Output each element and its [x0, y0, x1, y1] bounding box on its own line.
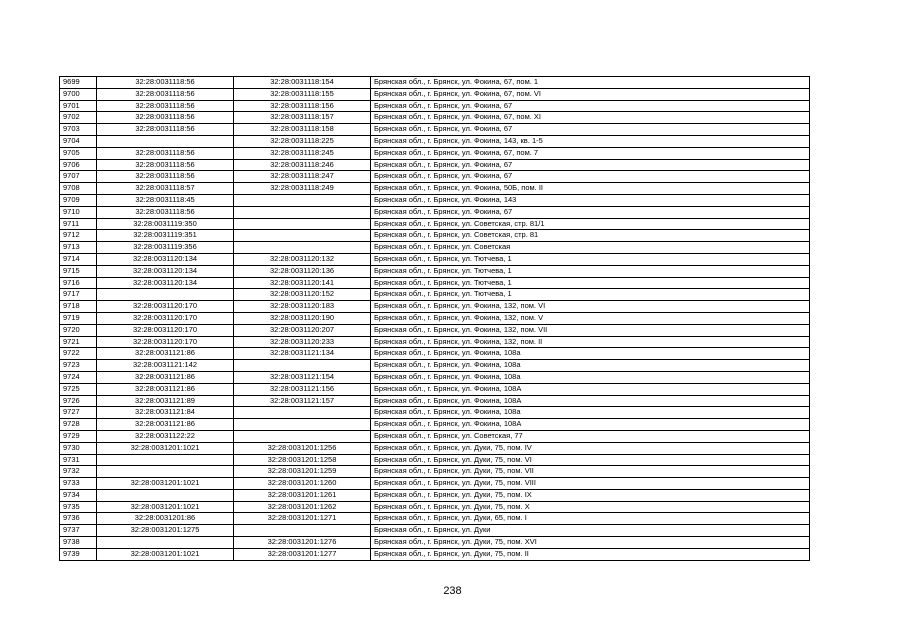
table-row: [60, 147, 810, 159]
object-cadastral-number-cell: 32:28:0031120:141: [234, 277, 371, 289]
address-cell: Брянская обл., г. Брянск, ул. Тютчева, 1: [371, 289, 810, 301]
parcel-cadastral-number-cell: 32:28:0031121:89: [97, 395, 234, 407]
row-number-cell: 9729: [60, 430, 97, 442]
row-number-cell: 9722: [60, 348, 97, 360]
row-number-cell: 9719: [60, 312, 97, 324]
row-number-cell: 9705: [60, 147, 97, 159]
parcel-cadastral-number-cell: 32:28:0031121:86: [97, 348, 234, 360]
cadastral-register-table: [59, 76, 810, 561]
table-row: [60, 454, 810, 466]
row-number-cell: 9704: [60, 135, 97, 147]
address-cell: Брянская обл., г. Брянск, ул. Фокина, 108а: [371, 407, 810, 419]
table-row: [60, 466, 810, 478]
object-cadastral-number-cell: [234, 407, 371, 419]
table-row: [60, 489, 810, 501]
address-cell: Брянская обл., г. Брянск, ул. Фокина, 67: [371, 159, 810, 171]
parcel-cadastral-number-cell: 32:28:0031120:170: [97, 336, 234, 348]
row-number-cell: 9730: [60, 442, 97, 454]
table-row: [60, 194, 810, 206]
row-number-cell: 9732: [60, 466, 97, 478]
parcel-cadastral-number-cell: 32:28:0031118:45: [97, 194, 234, 206]
address-cell: Брянская обл., г. Брянск, ул. Фокина, 108А: [371, 383, 810, 395]
table-row: [60, 124, 810, 136]
parcel-cadastral-number-cell: 32:28:0031121:86: [97, 383, 234, 395]
parcel-cadastral-number-cell: 32:28:0031201:1021: [97, 501, 234, 513]
address-cell: Брянская обл., г. Брянск, ул. Тютчева, 1: [371, 265, 810, 277]
register-table-body: [60, 77, 810, 561]
address-cell: Брянская обл., г. Брянск, ул. Дуки, 75, пом. IX: [371, 489, 810, 501]
object-cadastral-number-cell: 32:28:0031201:1262: [234, 501, 371, 513]
address-cell: Брянская обл., г. Брянск, ул. Фокина, 132, пом. VI: [371, 301, 810, 313]
address-cell: Брянская обл., г. Брянск, ул. Фокина, 67, пом. 7: [371, 147, 810, 159]
table-row: [60, 501, 810, 513]
object-cadastral-number-cell: 32:28:0031201:1260: [234, 478, 371, 490]
address-cell: Брянская обл., г. Брянск, ул. Фокина, 67: [371, 100, 810, 112]
table-row: [60, 135, 810, 147]
row-number-cell: 9723: [60, 360, 97, 372]
row-number-cell: 9738: [60, 537, 97, 549]
parcel-cadastral-number-cell: 32:28:0031201:1021: [97, 442, 234, 454]
table-row: [60, 218, 810, 230]
address-cell: Брянская обл., г. Брянск, ул. Фокина, 108а: [371, 360, 810, 372]
table-row: [60, 336, 810, 348]
address-cell: Брянская обл., г. Брянск, ул. Фокина, 67: [371, 206, 810, 218]
table-row: [60, 253, 810, 265]
object-cadastral-number-cell: 32:28:0031120:207: [234, 324, 371, 336]
row-number-cell: 9717: [60, 289, 97, 301]
address-cell: Брянская обл., г. Брянск, ул. Фокина, 108а: [371, 371, 810, 383]
parcel-cadastral-number-cell: 32:28:0031118:57: [97, 183, 234, 195]
row-number-cell: 9739: [60, 548, 97, 560]
address-cell: Брянская обл., г. Брянск, ул. Фокина, 67, пом. XI: [371, 112, 810, 124]
parcel-cadastral-number-cell: 32:28:0031201:1275: [97, 525, 234, 537]
address-cell: Брянская обл., г. Брянск, ул. Дуки, 65, пом. I: [371, 513, 810, 525]
row-number-cell: 9699: [60, 77, 97, 89]
row-number-cell: 9728: [60, 419, 97, 431]
row-number-cell: 9733: [60, 478, 97, 490]
address-cell: Брянская обл., г. Брянск, ул. Советская: [371, 242, 810, 254]
object-cadastral-number-cell: 32:28:0031201:1259: [234, 466, 371, 478]
object-cadastral-number-cell: 32:28:0031201:1258: [234, 454, 371, 466]
row-number-cell: 9736: [60, 513, 97, 525]
address-cell: Брянская обл., г. Брянск, ул. Фокина, 143, кв. 1-5: [371, 135, 810, 147]
object-cadastral-number-cell: 32:28:0031201:1277: [234, 548, 371, 560]
parcel-cadastral-number-cell: 32:28:0031118:56: [97, 124, 234, 136]
row-number-cell: 9726: [60, 395, 97, 407]
object-cadastral-number-cell: 32:28:0031121:154: [234, 371, 371, 383]
table-row: [60, 371, 810, 383]
object-cadastral-number-cell: [234, 419, 371, 431]
parcel-cadastral-number-cell: 32:28:0031201:86: [97, 513, 234, 525]
row-number-cell: 9715: [60, 265, 97, 277]
address-cell: Брянская обл., г. Брянск, ул. Фокина, 132, пом. II: [371, 336, 810, 348]
table-row: [60, 525, 810, 537]
row-number-cell: 9734: [60, 489, 97, 501]
object-cadastral-number-cell: 32:28:0031201:1271: [234, 513, 371, 525]
row-number-cell: 9731: [60, 454, 97, 466]
object-cadastral-number-cell: 32:28:0031118:245: [234, 147, 371, 159]
row-number-cell: 9720: [60, 324, 97, 336]
object-cadastral-number-cell: [234, 194, 371, 206]
table-row: [60, 478, 810, 490]
address-cell: Брянская обл., г. Брянск, ул. Дуки, 75, пом. IV: [371, 442, 810, 454]
parcel-cadastral-number-cell: [97, 489, 234, 501]
address-cell: Брянская обл., г. Брянск, ул. Дуки: [371, 525, 810, 537]
object-cadastral-number-cell: 32:28:0031121:157: [234, 395, 371, 407]
object-cadastral-number-cell: 32:28:0031201:1256: [234, 442, 371, 454]
address-cell: Брянская обл., г. Брянск, ул. Дуки, 75, пом. II: [371, 548, 810, 560]
object-cadastral-number-cell: [234, 218, 371, 230]
address-cell: Брянская обл., г. Брянск, ул. Фокина, 132, пом. VII: [371, 324, 810, 336]
address-cell: Брянская обл., г. Брянск, ул. Фокина, 108А: [371, 419, 810, 431]
row-number-cell: 9714: [60, 253, 97, 265]
address-cell: Брянская обл., г. Брянск, ул. Советская, стр. 81: [371, 230, 810, 242]
parcel-cadastral-number-cell: 32:28:0031120:134: [97, 277, 234, 289]
table-row: [60, 265, 810, 277]
object-cadastral-number-cell: 32:28:0031120:190: [234, 312, 371, 324]
object-cadastral-number-cell: [234, 206, 371, 218]
address-cell: Брянская обл., г. Брянск, ул. Тютчева, 1: [371, 253, 810, 265]
parcel-cadastral-number-cell: [97, 466, 234, 478]
parcel-cadastral-number-cell: 32:28:0031120:170: [97, 324, 234, 336]
parcel-cadastral-number-cell: 32:28:0031120:170: [97, 312, 234, 324]
object-cadastral-number-cell: 32:28:0031201:1261: [234, 489, 371, 501]
object-cadastral-number-cell: [234, 430, 371, 442]
parcel-cadastral-number-cell: 32:28:0031122:22: [97, 430, 234, 442]
object-cadastral-number-cell: [234, 525, 371, 537]
parcel-cadastral-number-cell: 32:28:0031120:134: [97, 265, 234, 277]
row-number-cell: 9702: [60, 112, 97, 124]
parcel-cadastral-number-cell: 32:28:0031118:56: [97, 171, 234, 183]
object-cadastral-number-cell: 32:28:0031118:156: [234, 100, 371, 112]
row-number-cell: 9716: [60, 277, 97, 289]
parcel-cadastral-number-cell: 32:28:0031121:84: [97, 407, 234, 419]
address-cell: Брянская обл., г. Брянск, ул. Дуки, 75, пом. X: [371, 501, 810, 513]
address-cell: Брянская обл., г. Брянск, ул. Фокина, 50Б, пом. II: [371, 183, 810, 195]
parcel-cadastral-number-cell: 32:28:0031121:86: [97, 371, 234, 383]
row-number-cell: 9711: [60, 218, 97, 230]
table-row: [60, 419, 810, 431]
address-cell: Брянская обл., г. Брянск, ул. Фокина, 67: [371, 171, 810, 183]
table-row: [60, 171, 810, 183]
address-cell: Брянская обл., г. Брянск, ул. Дуки, 75, пом. VII: [371, 466, 810, 478]
table-row: [60, 77, 810, 89]
parcel-cadastral-number-cell: 32:28:0031118:56: [97, 88, 234, 100]
parcel-cadastral-number-cell: 32:28:0031201:1021: [97, 548, 234, 560]
object-cadastral-number-cell: 32:28:0031120:183: [234, 301, 371, 313]
object-cadastral-number-cell: 32:28:0031118:155: [234, 88, 371, 100]
address-cell: Брянская обл., г. Брянск, ул. Дуки, 75, пом. VIII: [371, 478, 810, 490]
table-row: [60, 112, 810, 124]
table-row: [60, 159, 810, 171]
table-row: [60, 242, 810, 254]
parcel-cadastral-number-cell: 32:28:0031118:56: [97, 77, 234, 89]
page-number: 238: [443, 585, 462, 597]
address-cell: Брянская обл., г. Брянск, ул. Дуки, 75, пом. VI: [371, 454, 810, 466]
address-cell: Брянская обл., г. Брянск, ул. Фокина, 132, пом. V: [371, 312, 810, 324]
table-row: [60, 183, 810, 195]
object-cadastral-number-cell: 32:28:0031120:152: [234, 289, 371, 301]
row-number-cell: 9701: [60, 100, 97, 112]
table-row: [60, 513, 810, 525]
row-number-cell: 9708: [60, 183, 97, 195]
address-cell: Брянская обл., г. Брянск, ул. Советская, стр. 81/1: [371, 218, 810, 230]
parcel-cadastral-number-cell: [97, 135, 234, 147]
object-cadastral-number-cell: 32:28:0031118:247: [234, 171, 371, 183]
object-cadastral-number-cell: 32:28:0031120:136: [234, 265, 371, 277]
parcel-cadastral-number-cell: 32:28:0031121:142: [97, 360, 234, 372]
row-number-cell: 9707: [60, 171, 97, 183]
object-cadastral-number-cell: 32:28:0031118:249: [234, 183, 371, 195]
row-number-cell: 9700: [60, 88, 97, 100]
parcel-cadastral-number-cell: 32:28:0031201:1021: [97, 478, 234, 490]
row-number-cell: 9724: [60, 371, 97, 383]
object-cadastral-number-cell: [234, 360, 371, 372]
row-number-cell: 9709: [60, 194, 97, 206]
row-number-cell: 9713: [60, 242, 97, 254]
parcel-cadastral-number-cell: 32:28:0031120:134: [97, 253, 234, 265]
parcel-cadastral-number-cell: [97, 537, 234, 549]
parcel-cadastral-number-cell: 32:28:0031119:350: [97, 218, 234, 230]
row-number-cell: 9706: [60, 159, 97, 171]
row-number-cell: 9721: [60, 336, 97, 348]
table-row: [60, 348, 810, 360]
parcel-cadastral-number-cell: 32:28:0031119:351: [97, 230, 234, 242]
row-number-cell: 9725: [60, 383, 97, 395]
row-number-cell: 9737: [60, 525, 97, 537]
parcel-cadastral-number-cell: 32:28:0031120:170: [97, 301, 234, 313]
address-cell: Брянская обл., г. Брянск, ул. Фокина, 67, пом. VI: [371, 88, 810, 100]
row-number-cell: 9735: [60, 501, 97, 513]
object-cadastral-number-cell: 32:28:0031121:134: [234, 348, 371, 360]
table-row: [60, 395, 810, 407]
object-cadastral-number-cell: 32:28:0031121:156: [234, 383, 371, 395]
object-cadastral-number-cell: [234, 242, 371, 254]
parcel-cadastral-number-cell: 32:28:0031119:356: [97, 242, 234, 254]
object-cadastral-number-cell: 32:28:0031201:1276: [234, 537, 371, 549]
table-row: [60, 324, 810, 336]
table-row: [60, 383, 810, 395]
address-cell: Брянская обл., г. Брянск, ул. Фокина, 143: [371, 194, 810, 206]
table-row: [60, 230, 810, 242]
parcel-cadastral-number-cell: [97, 454, 234, 466]
address-cell: Брянская обл., г. Брянск, ул. Фокина, 108А: [371, 395, 810, 407]
object-cadastral-number-cell: 32:28:0031120:132: [234, 253, 371, 265]
table-row: [60, 312, 810, 324]
table-row: [60, 537, 810, 549]
row-number-cell: 9710: [60, 206, 97, 218]
table-row: [60, 360, 810, 372]
table-row: [60, 277, 810, 289]
table-row: [60, 100, 810, 112]
object-cadastral-number-cell: 32:28:0031118:158: [234, 124, 371, 136]
table-row: [60, 206, 810, 218]
table-row: [60, 548, 810, 560]
parcel-cadastral-number-cell: 32:28:0031118:56: [97, 159, 234, 171]
address-cell: Брянская обл., г. Брянск, ул. Фокина, 108а: [371, 348, 810, 360]
address-cell: Брянская обл., г. Брянск, ул. Фокина, 67: [371, 124, 810, 136]
parcel-cadastral-number-cell: [97, 289, 234, 301]
address-cell: Брянская обл., г. Брянск, ул. Фокина, 67, пом. 1: [371, 77, 810, 89]
object-cadastral-number-cell: [234, 230, 371, 242]
row-number-cell: 9718: [60, 301, 97, 313]
row-number-cell: 9703: [60, 124, 97, 136]
object-cadastral-number-cell: 32:28:0031118:246: [234, 159, 371, 171]
address-cell: Брянская обл., г. Брянск, ул. Тютчева, 1: [371, 277, 810, 289]
parcel-cadastral-number-cell: 32:28:0031121:86: [97, 419, 234, 431]
table-row: [60, 430, 810, 442]
object-cadastral-number-cell: 32:28:0031118:225: [234, 135, 371, 147]
parcel-cadastral-number-cell: 32:28:0031118:56: [97, 100, 234, 112]
table-row: [60, 88, 810, 100]
table-row: [60, 301, 810, 313]
table-row: [60, 289, 810, 301]
address-cell: Брянская обл., г. Брянск, ул. Советская, 77: [371, 430, 810, 442]
parcel-cadastral-number-cell: 32:28:0031118:56: [97, 112, 234, 124]
row-number-cell: 9712: [60, 230, 97, 242]
address-cell: Брянская обл., г. Брянск, ул. Дуки, 75, пом. XVI: [371, 537, 810, 549]
table-row: [60, 407, 810, 419]
parcel-cadastral-number-cell: 32:28:0031118:56: [97, 206, 234, 218]
parcel-cadastral-number-cell: 32:28:0031118:56: [97, 147, 234, 159]
object-cadastral-number-cell: 32:28:0031118:157: [234, 112, 371, 124]
table-row: [60, 442, 810, 454]
row-number-cell: 9727: [60, 407, 97, 419]
object-cadastral-number-cell: 32:28:0031118:154: [234, 77, 371, 89]
object-cadastral-number-cell: 32:28:0031120:233: [234, 336, 371, 348]
